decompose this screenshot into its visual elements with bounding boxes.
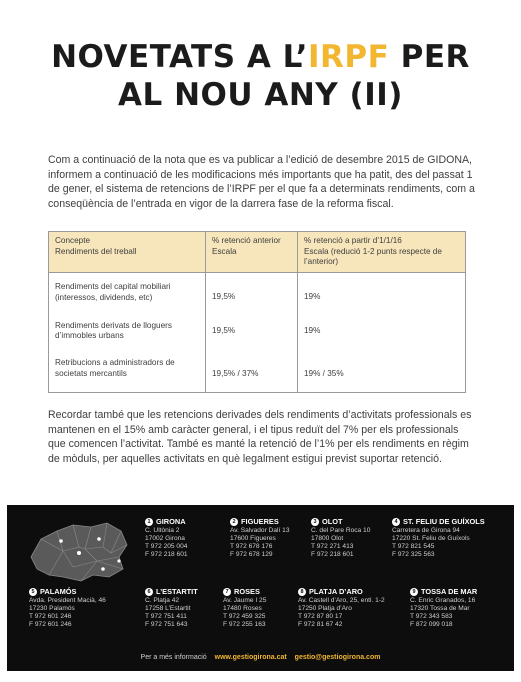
- row-concept: Retribucions a administradors de societats mercantils: [49, 354, 206, 392]
- intro-paragraph: Com a continuació de la nota que es va publicar a l’edició de desembre 2015 de GIDONA, informem a continuació de les modificacions més importants que ha patit, des del passat 1 de gener, el sistema de retencions de l’IRPF per el que fa a determinats rendiments, com a conseqüència de l’entrada en vigor de la darrera fase de la reforma fiscal.: [48, 154, 475, 210]
- header-concept-line1: Concepte: [55, 236, 91, 245]
- number-2-icon: 2: [230, 518, 238, 526]
- header-new-line1: % retenció a partir d’1/1/16: [304, 236, 402, 245]
- number-3-icon: 3: [311, 518, 319, 526]
- header-previous-line2: Escala: [212, 246, 237, 256]
- title-line-2: AL NOU ANY (II): [118, 77, 403, 113]
- table-row: [49, 273, 466, 317]
- office-olot: 3 OLOT C. del Pare Roca 10 17800 Olot T 972 271 413 F 972 218 601: [311, 517, 371, 559]
- header-new: [298, 232, 466, 273]
- row-concept: Rendiments derivats de lloguers d’immobles urbans: [49, 317, 206, 354]
- region-map-icon: [23, 517, 135, 583]
- row-new: 19%: [298, 317, 466, 354]
- table-row: [49, 317, 466, 354]
- row-previous: 19,5%: [206, 273, 298, 317]
- page-title: [0, 38, 521, 114]
- outro-paragraph: Recordar també que les retencions derivades dels rendiments d’activitats professionals es mantenen en el 15% amb caràcter general, i el tipus reduït del 7% per els professionals que comencen l’activitat. També es manté la retenció de l’1% per els rendiments en règim de mòduls, per aquelles activitats en què legalment estigui previst suportar retenció.: [48, 409, 472, 465]
- number-8-icon: 8: [298, 588, 306, 596]
- office-palamos: 5 PALAMÓS Avda. President Macià, 46 17230 Palamós T 972 601 246 F 972 601 246: [29, 587, 106, 629]
- number-9-icon: 9: [410, 588, 418, 596]
- office-st-feliu: 4 ST. FELIU DE GUÍXOLS Carretera de Girona 94 17220 St. Feliu de Guíxols T 972 821 545 F 972 325 563: [392, 517, 485, 559]
- header-previous: [206, 232, 298, 273]
- row-new: 19% / 35%: [298, 354, 466, 392]
- offices-footer: [7, 505, 514, 671]
- row-new: 19%: [298, 273, 466, 317]
- row-previous: 19,5%: [206, 317, 298, 354]
- number-4-icon: 4: [392, 518, 400, 526]
- number-6-icon: 6: [145, 588, 153, 596]
- office-roses: 7 ROSES Av. Jaume I 25 17480 Roses T 972 459 325 F 972 255 163: [223, 587, 267, 629]
- header-concept-line2: Rendiments del treball: [55, 246, 137, 256]
- header-previous-line1: % retenció anterior: [212, 236, 281, 245]
- email-link[interactable]: gestio@gestiogirona.com: [294, 654, 381, 661]
- office-tossa: 9 TOSSA DE MAR C. Enric Granados, 16 17320 Tossa de Mar T 972 343 583 F 872 099 018: [410, 587, 478, 629]
- website-link[interactable]: www.gestiogirona.cat: [214, 654, 287, 661]
- office-platja-daro: 8 PLATJA D’ARO Av. Castell d’Aro, 25, entl. 1-2 17250 Platja d’Aro T 972 87 80 17 F 972 81 67 42: [298, 587, 385, 629]
- header-concept: [49, 232, 206, 273]
- office-figueres: 2 FIGUERES Av. Salvador Dalí 13 17600 Figueres T 972 678 176 F 972 678 129: [230, 517, 290, 559]
- title-highlight: IRPF: [308, 39, 390, 75]
- number-5-icon: 5: [29, 588, 37, 596]
- row-previous: 19,5% / 37%: [206, 354, 298, 392]
- office-lestartit: 6 L’ESTARTIT C. Platja 42 17258 L’Estartit T 972 751 411 F 972 751 643: [145, 587, 198, 629]
- table-row: [49, 354, 466, 392]
- table-header-row: [49, 232, 466, 273]
- number-7-icon: 7: [223, 588, 231, 596]
- retention-table: [48, 231, 466, 393]
- title-part-1: NOVETATS A L’: [51, 39, 309, 75]
- header-new-line2: Escala (redució 1-2 punts respecte de l’anterior): [304, 246, 442, 267]
- number-1-icon: 1: [145, 518, 153, 526]
- more-info-text: Per a més informació: [140, 654, 207, 661]
- office-girona: 1 GIRONA C. Ultònia 2 17002 Girona T 972 205 004 F 972 218 601: [145, 517, 188, 559]
- row-concept: Rendiments del capital mobiliari (interessos, dividends, etc): [49, 273, 206, 317]
- footer-contact: [7, 654, 514, 662]
- title-part-2: PER: [389, 39, 470, 75]
